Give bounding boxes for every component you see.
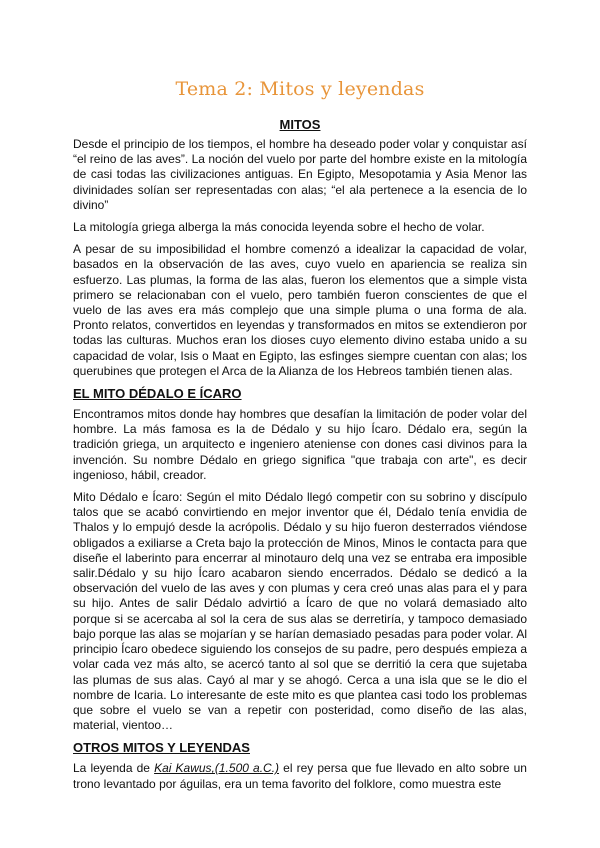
section-heading-mitos: MITOS [279, 117, 321, 132]
section-heading-dedalo: EL MITO DÉDALO E ÍCARO [73, 386, 242, 402]
paragraph-mitos-2: La mitología griega alberga la más conocida leyenda sobre el hecho de volar. [73, 220, 485, 235]
paragraph-mitos-3: A pesar de su imposibilidad el hombre comenzó a idealizar la capacidad de volar, basados en la observación de las aves, cuyo vuelo en apariencia se realiza sin esfuerzo. Las plumas, la forma de las alas, fueron los elementos que a simple vista primero se relacionaban con el vuelo, pero también fueron conscientes de que el vuelo de las aves era más complejo que una simple pluma o una forma de ala. Pronto relatos, convertidos en leyendas y transformados en mitos se extendieron por todas las culturas. Muchos eran los dioses cuyo elemento divino estaba unido a su capacidad de volar, Isis o Maat en Egipto, las esfinges siempre cuentan con alas; los querubines que protegen el Arca de la Alianza de los Hebreos también tienen alas. [73, 242, 527, 378]
paragraph-otros-start: La leyenda de [73, 761, 155, 776]
paragraph-dedalo-1: Encontramos mitos donde hay hombres que desafían la limitación de poder volar del hombre. La más famosa es la de Dédalo y su hijo Ícaro. Dédalo era, según la tradición griega, un arquitecto e ingeniero ateniense con dones casi divinos para la invención. Su nombre Dédalo en griego significa "que trabaja con arte", es decir ingenioso, hábil, creador. [73, 407, 527, 482]
page-title: Tema 2: Mitos y leyendas [175, 78, 425, 100]
paragraph-otros-1 [73, 761, 527, 791]
paragraph-mitos-1: Desde el principio de los tiempos, el hombre ha deseado poder volar y conquistar así “el reino de las aves”. La noción del vuelo por parte del hombre existe en la mitología de casi todas las civilizaciones antiguas. En Egipto, Mesopotamia y Asia Menor las divinidades solían ser representadas con alas; “el ala pertenece a la esencia de lo divino” [73, 137, 527, 212]
paragraph-otros-end: el rey persa que fue llevado en alto sobre un trono levantado por águilas, era un tema favorito del folklore, como muestra este [73, 761, 527, 791]
section-heading-otros: OTROS MITOS Y LEYENDAS [73, 740, 250, 756]
document-body [73, 117, 527, 799]
reference-kai-kawus: Kai Kawus,(1.500 a.C.) [154, 761, 280, 776]
paragraph-dedalo-2: Mito Dédalo e Ícaro: Según el mito Dédalo llegó competir con su sobrino y discípulo talos que se acabó convirtiendo en mejor inventor que él, Dédalo tenía envidia de Thalos y lo empujó desde la acrópolis. Dédalo y su hijo fueron desterrados viéndose obligados a exiliarse a Creta bajo la protección de Minos, Minos le contacta para que diseñe el laberinto para encerrar al minotauro delq una vez se entraba era imposible salir.Dédalo y su hijo Ícaro acabaron siendo encerrados. Dédalo se dedicó a la observación del vuelo de las aves y con plumas y cera creó unas alas para el y para su hijo. Antes de salir Dédalo advirtió a Ícaro de que no volará demasiado alto porque si se acercaba al sol la cera de sus alas se derretiría, y tampoco demasiado bajo porque las alas se mojarían y se harían demasiado pesadas para poder volar. Al principio Ícaro obedece siguiendo los consejos de su padre, pero después empieza a volar cada vez más alto, se acercó tanto al sol que se derritió la cera que sujetaba las plumas de sus alas. Cayó al mar y se ahogó. Cerca a una isla que se le dio el nombre de Icaria. Lo interesante de este mito es que plantea casi todo los problemas que sobre el vuelo se van a repetir con posteridad, como diseño de las alas, material, vientoo… [73, 490, 527, 733]
